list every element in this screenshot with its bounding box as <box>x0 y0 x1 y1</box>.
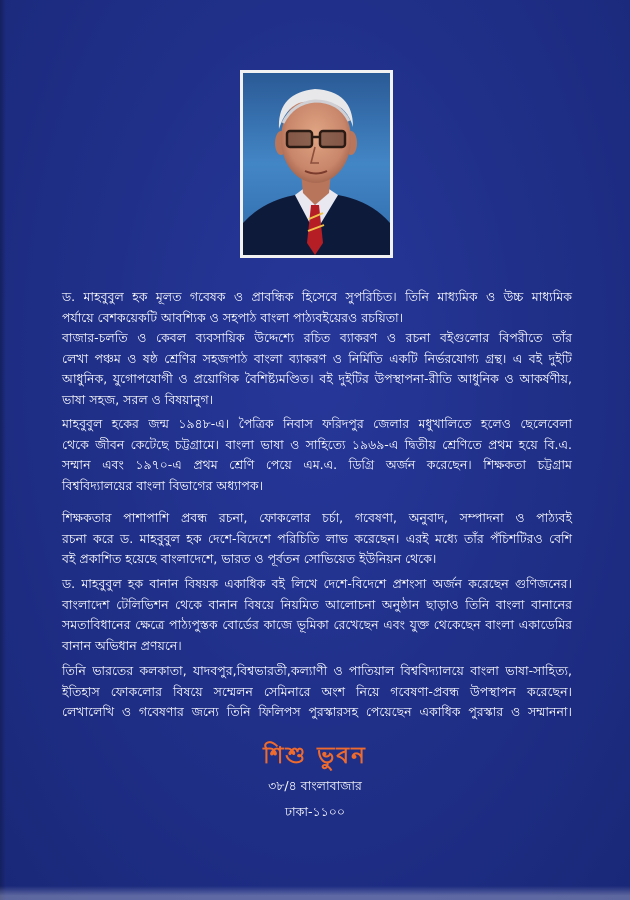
page-bottom-edge <box>0 886 630 900</box>
bio-line: বই প্রকাশিত হয়েছে বাংলাদেশে, ভারত ও পূর্বতন সোভিয়েত ইউনিয়ন থেকে। <box>62 551 437 567</box>
bio-line: মাহবুবুল হকের জন্ম ১৯৪৮-এ। পৈত্রিক নিবাস ফরিদপুর জেলার মধুখালিতে হলেও ছেলেবেলা <box>62 416 572 431</box>
publisher-address-line-2: ঢাকা-১১০০ <box>284 804 346 819</box>
bio-line: ইতিহাস ফোকলোর বিষয়ে সম্মেলন সেমিনারে অংশ নিয়ে গবেষণা-প্রবন্ধ উপস্থাপন করেছেন। <box>62 683 572 699</box>
bio-line: থেকে জীবন কেটেছে চট্টগ্রামে। বাংলা ভাষা ও সাহিত্যে ১৯৬৯-এ দ্বিতীয় শ্রেণিতে প্রথম হয়ে বি.এ. <box>62 436 572 452</box>
bio-line: বানান অভিধান প্রণয়নে। <box>62 637 182 653</box>
author-portrait-image <box>243 73 390 255</box>
biography-paragraph-2 <box>62 414 572 496</box>
bio-line: সম্মান এবং ১৯৭০-এ প্রথম শ্রেণি পেয়ে এম.এ. ডিগ্রি অর্জন করেছেন। শিক্ষকতা চট্টগ্রাম <box>62 457 572 473</box>
bio-line: ভাষা সহজ, সরল ও বিষয়ানুগ। <box>62 391 214 407</box>
publisher-address-line-1: ৩৮/৪ বাংলাবাজার <box>268 778 362 793</box>
bio-line: বাজার-চলতি ও কেবল ব্যবসায়িক উদ্দেশ্যে রচিত ব্যাকরণ ও রচনা বইগুলোর বিপরীতে তাঁর <box>62 330 572 346</box>
biography-paragraph-1 <box>62 287 572 411</box>
bio-line: ড. মাহবুবুল হক বানান বিষয়ক একাধিক বই লিখে দেশে-বিদেশে প্রশংসা অর্জন করেছেন গুণিজনের। <box>62 576 572 591</box>
bio-line: আধুনিক, যুগোপযোগী ও প্রয়োগিক বৈশিষ্ট্যমণ্ডিত। বই দুইটির উপস্থাপনা-রীতি আধুনিক ও আকর্ষণীয়, <box>62 371 572 387</box>
bio-line: ড. মাহবুবুল হক মূলত গবেষক ও প্রাবন্ধিক হিসেবে সুপরিচিত। তিনি মাধ্যমিক ও উচ্চ মাধ্যমিক <box>62 289 572 304</box>
bio-line: বিশ্ববিদ্যালয়ের বাংলা বিভাগের অধ্যাপক। <box>62 477 264 493</box>
biography-paragraph-4 <box>62 574 572 656</box>
biography-paragraph-3 <box>62 508 572 570</box>
bio-line: রচনা করে ড. মাহবুবুল হক দেশে-বিদেশে পরিচিতি লাভ করেছেন। এরই মধ্যে তাঁর পঁচিশটিরও বেশি <box>62 530 572 546</box>
bio-line: তিনি ভারতের কলকাতা, যাদবপুর,বিশ্বভারতী,কল্যাণী ও পাতিয়াল বিশ্ববিদ্যালয়ে বাংলা ভাষা-সাহিত্য, <box>62 663 572 678</box>
bio-line: পর্যায়ে বেশকয়েকটি আবশ্যিক ও সহপাঠ বাংলা পাঠ্যবইয়েরও রচয়িতা। <box>62 309 404 325</box>
bio-line: লেখা পঞ্চম ও ষষ্ঠ শ্রেণির সহজপাঠ বাংলা ব্যাকরণ ও নির্মিতি একটি নির্ভরযোগ্য গ্রন্থ। এ বই দুইটি <box>62 350 572 366</box>
author-photo <box>240 70 393 258</box>
biography-paragraph-5 <box>62 661 572 723</box>
bio-line: শিক্ষকতার পাশাপাশি প্রবন্ধ রচনা, ফোকলোর চর্চা, গবেষণা, অনুবাদ, সম্পাদনা ও পাঠ্যবই <box>62 510 572 525</box>
publisher-name: শিশু ভুবন <box>263 743 367 769</box>
bio-line: লেখালেখি ও গবেষণার জন্যে তিনি ফিলিপস পুরস্কারসহ পেয়েছেন একাধিক পুরস্কার ও সম্মাননা। <box>62 704 572 720</box>
bio-line: বাংলাদেশ টেলিভিশন থেকে বানান বিষয়ে নিয়মিত আলোচনা অনুষ্ঠান ছাড়াও তিনি বাংলা বানানের <box>62 596 572 612</box>
bio-line: সমতাবিধানের ক্ষেত্রে পাঠ্যপুস্তক বোর্ডের কাজে ভূমিকা রেখেছেন এবং যুক্ত থেকেছেন বাংলা একাডেমির <box>62 617 572 633</box>
